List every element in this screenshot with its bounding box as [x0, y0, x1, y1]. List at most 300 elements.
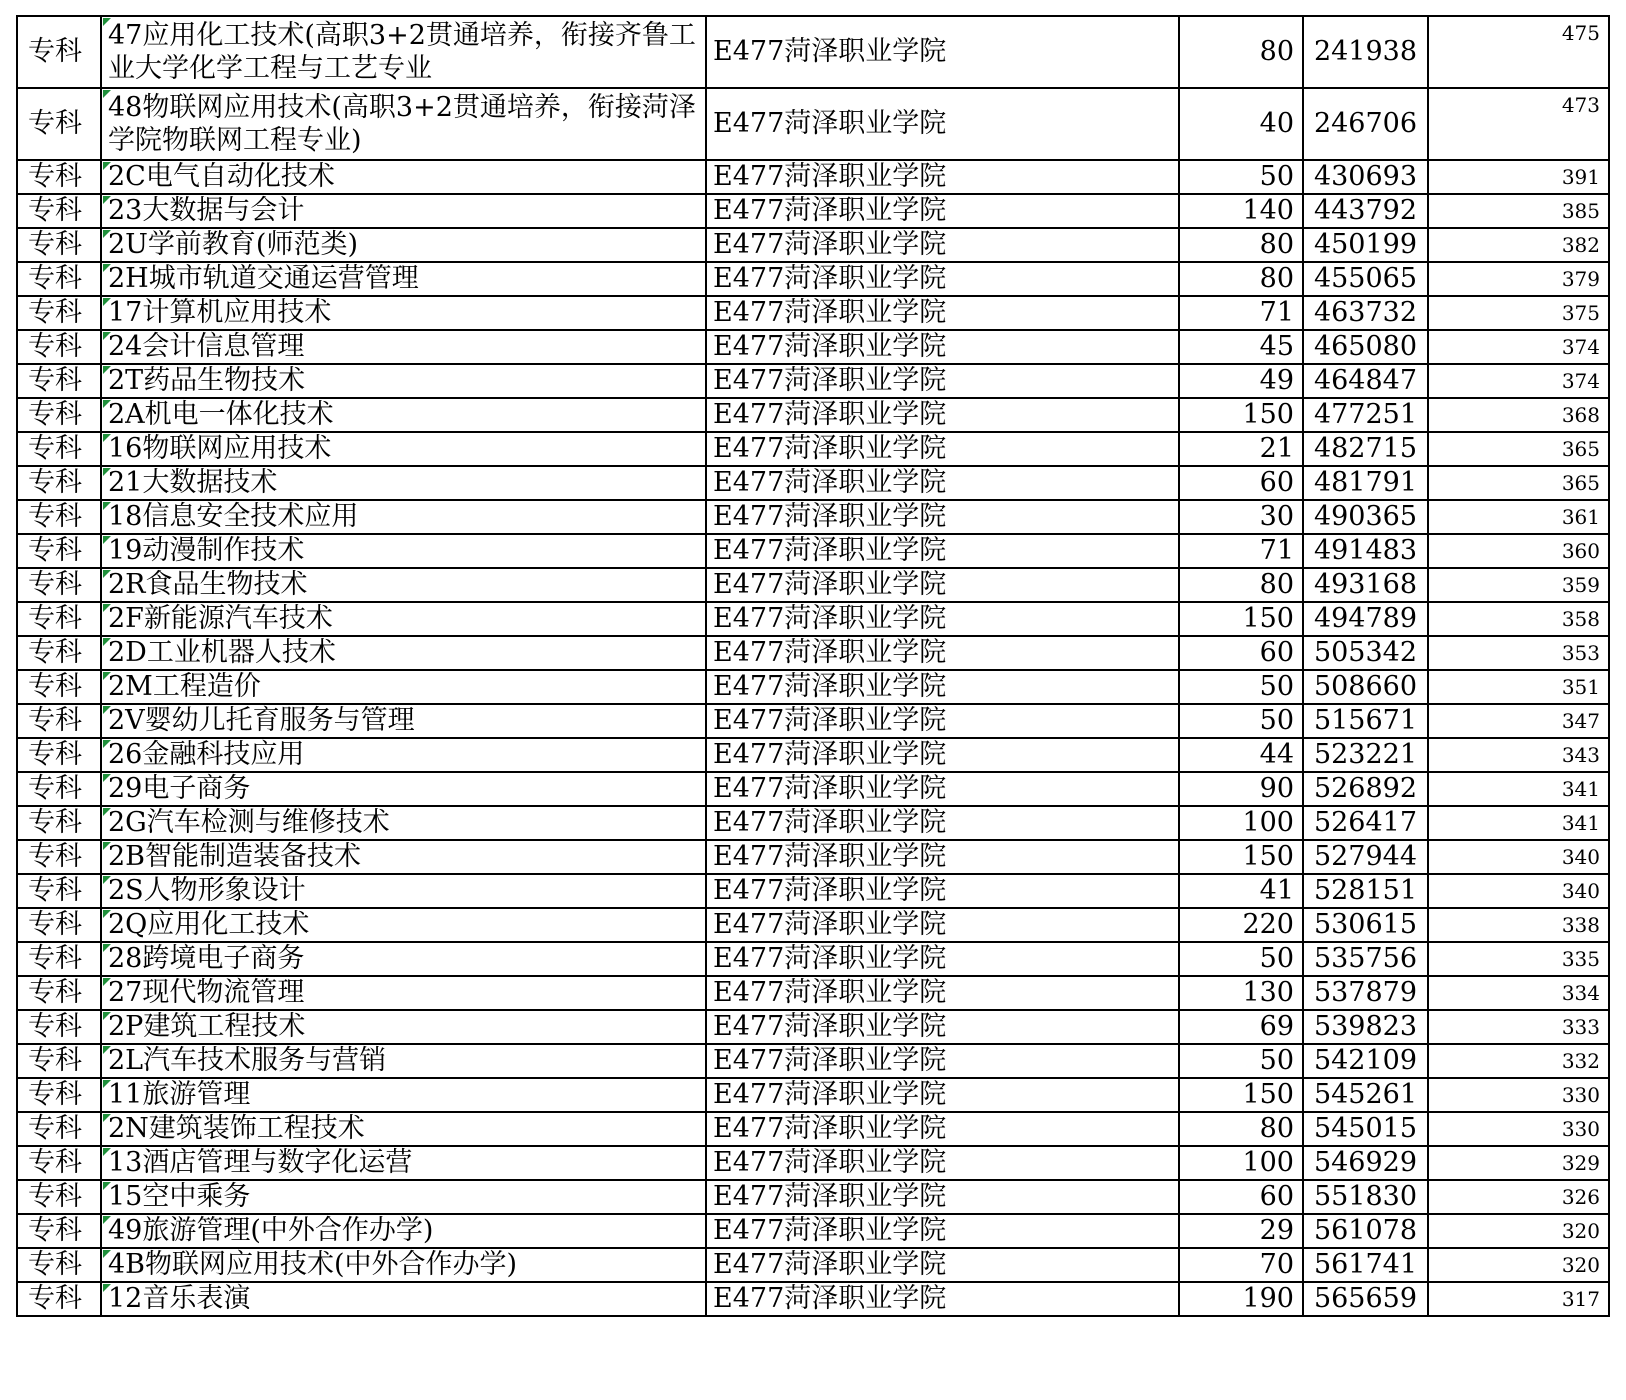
level-cell[interactable]: 专科: [17, 1180, 101, 1214]
major-cell[interactable]: [101, 908, 706, 942]
cell-note-indicator-icon: [103, 1114, 111, 1122]
table-row: [17, 534, 1609, 568]
major-cell[interactable]: [101, 194, 706, 228]
cell-note-indicator-icon: [103, 1012, 111, 1020]
plan-count-cell[interactable]: 220: [1179, 908, 1303, 942]
plan-count-cell[interactable]: 50: [1179, 670, 1303, 704]
cell-note-indicator-icon: [103, 468, 111, 476]
level-cell[interactable]: 专科: [17, 1044, 101, 1078]
major-name-text: 2F新能源汽车技术: [108, 603, 333, 634]
cell-note-indicator-icon: [103, 1148, 111, 1156]
min-score-cell[interactable]: 341: [1428, 772, 1609, 806]
min-rank-cell[interactable]: 537879: [1303, 976, 1428, 1010]
cell-note-indicator-icon: [103, 1046, 111, 1054]
school-cell[interactable]: E477菏泽职业学院: [706, 840, 1179, 874]
plan-count-cell[interactable]: 150: [1179, 398, 1303, 432]
min-rank-cell[interactable]: 481791: [1303, 466, 1428, 500]
cell-note-indicator-icon: [103, 1216, 111, 1224]
table-row: [17, 1044, 1609, 1078]
level-cell[interactable]: 专科: [17, 88, 101, 160]
school-cell[interactable]: E477菏泽职业学院: [706, 194, 1179, 228]
school-cell[interactable]: E477菏泽职业学院: [706, 228, 1179, 262]
level-cell[interactable]: 专科: [17, 636, 101, 670]
level-cell[interactable]: 专科: [17, 976, 101, 1010]
min-score-cell[interactable]: 332: [1428, 1044, 1609, 1078]
min-rank-cell[interactable]: 535756: [1303, 942, 1428, 976]
school-cell[interactable]: E477菏泽职业学院: [706, 908, 1179, 942]
min-rank-cell[interactable]: 493168: [1303, 568, 1428, 602]
school-cell[interactable]: E477菏泽职业学院: [706, 976, 1179, 1010]
min-score-cell[interactable]: 333: [1428, 1010, 1609, 1044]
plan-count-cell[interactable]: 50: [1179, 942, 1303, 976]
level-cell[interactable]: 专科: [17, 398, 101, 432]
min-score-cell[interactable]: 368: [1428, 398, 1609, 432]
major-name-text: 17计算机应用技术: [108, 297, 332, 328]
major-cell[interactable]: [101, 1214, 706, 1248]
school-cell[interactable]: E477菏泽职业学院: [706, 806, 1179, 840]
level-cell[interactable]: 专科: [17, 296, 101, 330]
major-name-text: 2T药品生物技术: [108, 365, 306, 396]
min-rank-cell[interactable]: 545015: [1303, 1112, 1428, 1146]
major-cell[interactable]: [101, 1146, 706, 1180]
cell-note-indicator-icon: [103, 18, 111, 26]
plan-count-cell[interactable]: 150: [1179, 602, 1303, 636]
min-rank-cell[interactable]: 561078: [1303, 1214, 1428, 1248]
plan-count-cell[interactable]: 45: [1179, 330, 1303, 364]
school-cell[interactable]: E477菏泽职业学院: [706, 874, 1179, 908]
school-cell[interactable]: E477菏泽职业学院: [706, 1010, 1179, 1044]
min-rank-cell[interactable]: 463732: [1303, 296, 1428, 330]
min-score-cell[interactable]: 317: [1428, 1282, 1609, 1316]
major-cell[interactable]: [101, 1010, 706, 1044]
major-name-text: 2C电气自动化技术: [108, 161, 335, 192]
major-name-text: 29电子商务: [108, 773, 251, 804]
min-score-cell[interactable]: 365: [1428, 432, 1609, 466]
school-cell[interactable]: E477菏泽职业学院: [706, 432, 1179, 466]
min-rank-cell[interactable]: 494789: [1303, 602, 1428, 636]
school-cell[interactable]: E477菏泽职业学院: [706, 330, 1179, 364]
table-row: [17, 1112, 1609, 1146]
min-score-cell[interactable]: 351: [1428, 670, 1609, 704]
school-cell[interactable]: E477菏泽职业学院: [706, 88, 1179, 160]
min-score-cell[interactable]: 374: [1428, 330, 1609, 364]
plan-count-cell[interactable]: 71: [1179, 534, 1303, 568]
cell-note-indicator-icon: [103, 1182, 111, 1190]
table-row: [17, 772, 1609, 806]
cell-note-indicator-icon: [103, 944, 111, 952]
major-cell[interactable]: [101, 534, 706, 568]
cell-note-indicator-icon: [103, 196, 111, 204]
min-score-cell[interactable]: 338: [1428, 908, 1609, 942]
major-cell[interactable]: [101, 840, 706, 874]
major-name-text: 12音乐表演: [108, 1283, 251, 1314]
min-rank-cell[interactable]: 545261: [1303, 1078, 1428, 1112]
level-cell[interactable]: 专科: [17, 500, 101, 534]
school-cell[interactable]: E477菏泽职业学院: [706, 16, 1179, 88]
school-cell[interactable]: E477菏泽职业学院: [706, 670, 1179, 704]
level-cell[interactable]: 专科: [17, 1248, 101, 1282]
major-name-text: 24会计信息管理: [108, 331, 305, 362]
major-cell[interactable]: [101, 88, 706, 160]
min-score-cell[interactable]: 382: [1428, 228, 1609, 262]
table-row: [17, 602, 1609, 636]
plan-count-cell[interactable]: 70: [1179, 1248, 1303, 1282]
min-rank-cell[interactable]: 565659: [1303, 1282, 1428, 1316]
level-cell[interactable]: 专科: [17, 432, 101, 466]
min-score-cell[interactable]: 360: [1428, 534, 1609, 568]
min-rank-cell[interactable]: 465080: [1303, 330, 1428, 364]
plan-count-cell[interactable]: 190: [1179, 1282, 1303, 1316]
min-rank-cell[interactable]: 450199: [1303, 228, 1428, 262]
cell-note-indicator-icon: [103, 740, 111, 748]
major-name-text: 15空中乘务: [108, 1181, 251, 1212]
min-score-cell[interactable]: 391: [1428, 160, 1609, 194]
school-cell[interactable]: E477菏泽职业学院: [706, 602, 1179, 636]
plan-count-cell[interactable]: 69: [1179, 1010, 1303, 1044]
major-name-text: 21大数据技术: [108, 467, 278, 498]
table-row: [17, 1248, 1609, 1282]
cell-note-indicator-icon: [103, 570, 111, 578]
table-row: [17, 500, 1609, 534]
major-name-text: 4B物联网应用技术(中外合作办学): [108, 1249, 518, 1280]
min-score-cell[interactable]: 330: [1428, 1078, 1609, 1112]
cell-note-indicator-icon: [103, 434, 111, 442]
min-rank-cell[interactable]: 561741: [1303, 1248, 1428, 1282]
min-rank-cell[interactable]: 546929: [1303, 1146, 1428, 1180]
min-rank-cell[interactable]: 482715: [1303, 432, 1428, 466]
table-row: [17, 364, 1609, 398]
min-rank-cell[interactable]: 527944: [1303, 840, 1428, 874]
major-cell[interactable]: [101, 262, 706, 296]
table-row: [17, 1214, 1609, 1248]
school-cell[interactable]: E477菏泽职业学院: [706, 534, 1179, 568]
major-name-text: 11旅游管理: [108, 1079, 251, 1110]
min-rank-cell[interactable]: 530615: [1303, 908, 1428, 942]
level-cell[interactable]: 专科: [17, 1078, 101, 1112]
level-cell[interactable]: 专科: [17, 194, 101, 228]
level-cell[interactable]: 专科: [17, 1010, 101, 1044]
min-rank-cell[interactable]: 542109: [1303, 1044, 1428, 1078]
major-cell[interactable]: [101, 1078, 706, 1112]
school-cell[interactable]: E477菏泽职业学院: [706, 636, 1179, 670]
cell-note-indicator-icon: [103, 90, 111, 98]
level-cell[interactable]: 专科: [17, 228, 101, 262]
cell-note-indicator-icon: [103, 400, 111, 408]
plan-count-cell[interactable]: 140: [1179, 194, 1303, 228]
level-cell[interactable]: 专科: [17, 1146, 101, 1180]
min-rank-cell[interactable]: 523221: [1303, 738, 1428, 772]
major-cell[interactable]: [101, 568, 706, 602]
school-cell[interactable]: E477菏泽职业学院: [706, 568, 1179, 602]
plan-count-cell[interactable]: 50: [1179, 704, 1303, 738]
school-cell[interactable]: E477菏泽职业学院: [706, 1146, 1179, 1180]
cell-note-indicator-icon: [103, 638, 111, 646]
table-row: [17, 840, 1609, 874]
level-cell[interactable]: 专科: [17, 602, 101, 636]
level-cell[interactable]: 专科: [17, 840, 101, 874]
school-cell[interactable]: E477菏泽职业学院: [706, 772, 1179, 806]
min-rank-cell[interactable]: 455065: [1303, 262, 1428, 296]
level-cell[interactable]: 专科: [17, 670, 101, 704]
major-name-text: 23大数据与会计: [108, 195, 305, 226]
plan-count-cell[interactable]: 44: [1179, 738, 1303, 772]
cell-note-indicator-icon: [103, 298, 111, 306]
cell-note-indicator-icon: [103, 774, 111, 782]
school-cell[interactable]: E477菏泽职业学院: [706, 1282, 1179, 1316]
plan-count-cell[interactable]: 60: [1179, 466, 1303, 500]
major-name-text: 2Q应用化工技术: [108, 909, 310, 940]
min-score-cell[interactable]: 353: [1428, 636, 1609, 670]
major-cell[interactable]: [101, 398, 706, 432]
level-cell[interactable]: 专科: [17, 16, 101, 88]
table-row: [17, 1146, 1609, 1180]
min-score-cell[interactable]: 329: [1428, 1146, 1609, 1180]
level-cell[interactable]: 专科: [17, 262, 101, 296]
cell-note-indicator-icon: [103, 230, 111, 238]
cell-note-indicator-icon: [103, 842, 111, 850]
major-name-text: 2R食品生物技术: [108, 569, 308, 600]
school-cell[interactable]: E477菏泽职业学院: [706, 1180, 1179, 1214]
min-rank-cell[interactable]: 246706: [1303, 88, 1428, 160]
school-cell[interactable]: E477菏泽职业学院: [706, 160, 1179, 194]
table-row: [17, 874, 1609, 908]
level-cell[interactable]: 专科: [17, 466, 101, 500]
major-name-text: 2V婴幼儿托育服务与管理: [108, 705, 415, 736]
plan-count-cell[interactable]: 29: [1179, 1214, 1303, 1248]
plan-count-cell[interactable]: 80: [1179, 16, 1303, 88]
major-name-text: 48物联网应用技术(高职3+2贯通培养，衔接菏泽学院物联网工程专业): [108, 92, 696, 156]
cell-note-indicator-icon: [103, 978, 111, 986]
plan-count-cell[interactable]: 60: [1179, 1180, 1303, 1214]
level-cell[interactable]: 专科: [17, 534, 101, 568]
major-name-text: 2S人物形象设计: [108, 875, 306, 906]
plan-count-cell[interactable]: 60: [1179, 636, 1303, 670]
plan-count-cell[interactable]: 80: [1179, 262, 1303, 296]
level-cell[interactable]: 专科: [17, 738, 101, 772]
major-cell[interactable]: [101, 636, 706, 670]
min-rank-cell[interactable]: 443792: [1303, 194, 1428, 228]
school-cell[interactable]: E477菏泽职业学院: [706, 738, 1179, 772]
level-cell[interactable]: 专科: [17, 942, 101, 976]
major-cell[interactable]: [101, 1282, 706, 1316]
min-score-cell[interactable]: 341: [1428, 806, 1609, 840]
min-score-cell[interactable]: 365: [1428, 466, 1609, 500]
school-cell[interactable]: E477菏泽职业学院: [706, 942, 1179, 976]
table-row: [17, 976, 1609, 1010]
major-name-text: 2L汽车技术服务与营销: [108, 1045, 387, 1076]
min-score-cell[interactable]: 361: [1428, 500, 1609, 534]
major-name-text: 13酒店管理与数字化运营: [108, 1147, 413, 1178]
plan-count-cell[interactable]: 80: [1179, 568, 1303, 602]
table-row: [17, 432, 1609, 466]
level-cell[interactable]: 专科: [17, 568, 101, 602]
min-score-cell[interactable]: 330: [1428, 1112, 1609, 1146]
school-cell[interactable]: E477菏泽职业学院: [706, 398, 1179, 432]
min-rank-cell[interactable]: 515671: [1303, 704, 1428, 738]
admission-table: [16, 15, 1610, 1317]
plan-count-cell[interactable]: 80: [1179, 228, 1303, 262]
plan-count-cell[interactable]: 130: [1179, 976, 1303, 1010]
min-score-cell[interactable]: 385: [1428, 194, 1609, 228]
level-cell[interactable]: 专科: [17, 772, 101, 806]
major-name-text: 2D工业机器人技术: [108, 637, 336, 668]
level-cell[interactable]: 专科: [17, 806, 101, 840]
min-score-cell[interactable]: 326: [1428, 1180, 1609, 1214]
major-name-text: 26金融科技应用: [108, 739, 305, 770]
min-rank-cell[interactable]: 241938: [1303, 16, 1428, 88]
level-cell[interactable]: 专科: [17, 874, 101, 908]
min-score-cell[interactable]: 475: [1428, 16, 1609, 88]
major-cell[interactable]: [101, 976, 706, 1010]
plan-count-cell[interactable]: 49: [1179, 364, 1303, 398]
major-cell[interactable]: [101, 228, 706, 262]
major-cell[interactable]: [101, 738, 706, 772]
major-cell[interactable]: [101, 1112, 706, 1146]
min-rank-cell[interactable]: 526417: [1303, 806, 1428, 840]
school-cell[interactable]: E477菏泽职业学院: [706, 704, 1179, 738]
table-row: [17, 88, 1609, 160]
major-cell[interactable]: [101, 602, 706, 636]
min-rank-cell[interactable]: 430693: [1303, 160, 1428, 194]
school-cell[interactable]: E477菏泽职业学院: [706, 262, 1179, 296]
min-score-cell[interactable]: 335: [1428, 942, 1609, 976]
min-score-cell[interactable]: 340: [1428, 874, 1609, 908]
table-row: [17, 16, 1609, 88]
table-row: [17, 466, 1609, 500]
school-cell[interactable]: E477菏泽职业学院: [706, 364, 1179, 398]
plan-count-cell[interactable]: 100: [1179, 806, 1303, 840]
major-cell[interactable]: [101, 330, 706, 364]
major-cell[interactable]: [101, 1180, 706, 1214]
min-rank-cell[interactable]: 464847: [1303, 364, 1428, 398]
major-cell[interactable]: [101, 466, 706, 500]
min-rank-cell[interactable]: 490365: [1303, 500, 1428, 534]
school-cell[interactable]: E477菏泽职业学院: [706, 500, 1179, 534]
major-name-text: 2H城市轨道交通运营管理: [108, 263, 419, 294]
major-cell[interactable]: [101, 16, 706, 88]
min-rank-cell[interactable]: 526892: [1303, 772, 1428, 806]
major-cell[interactable]: [101, 364, 706, 398]
min-rank-cell[interactable]: 491483: [1303, 534, 1428, 568]
plan-count-cell[interactable]: 50: [1179, 160, 1303, 194]
major-cell[interactable]: [101, 1044, 706, 1078]
major-cell[interactable]: [101, 432, 706, 466]
school-cell[interactable]: E477菏泽职业学院: [706, 296, 1179, 330]
cell-note-indicator-icon: [103, 264, 111, 272]
level-cell[interactable]: 专科: [17, 1282, 101, 1316]
min-rank-cell[interactable]: 505342: [1303, 636, 1428, 670]
min-rank-cell[interactable]: 539823: [1303, 1010, 1428, 1044]
cell-note-indicator-icon: [103, 706, 111, 714]
level-cell[interactable]: 专科: [17, 908, 101, 942]
major-cell[interactable]: [101, 874, 706, 908]
min-score-cell[interactable]: 343: [1428, 738, 1609, 772]
major-cell[interactable]: [101, 670, 706, 704]
plan-count-cell[interactable]: 90: [1179, 772, 1303, 806]
min-score-cell[interactable]: 374: [1428, 364, 1609, 398]
plan-count-cell[interactable]: 21: [1179, 432, 1303, 466]
plan-count-cell[interactable]: 30: [1179, 500, 1303, 534]
plan-count-cell[interactable]: 150: [1179, 840, 1303, 874]
level-cell[interactable]: 专科: [17, 160, 101, 194]
major-name-text: 2U学前教育(师范类): [108, 229, 359, 260]
plan-count-cell[interactable]: 41: [1179, 874, 1303, 908]
school-cell[interactable]: E477菏泽职业学院: [706, 1214, 1179, 1248]
level-cell[interactable]: 专科: [17, 1214, 101, 1248]
table-row: [17, 704, 1609, 738]
min-score-cell[interactable]: 320: [1428, 1214, 1609, 1248]
level-cell[interactable]: 专科: [17, 364, 101, 398]
major-cell[interactable]: [101, 942, 706, 976]
major-cell[interactable]: [101, 772, 706, 806]
major-name-text: 27现代物流管理: [108, 977, 305, 1008]
cell-note-indicator-icon: [103, 808, 111, 816]
school-cell[interactable]: E477菏泽职业学院: [706, 1078, 1179, 1112]
school-cell[interactable]: E477菏泽职业学院: [706, 1248, 1179, 1282]
table-row: [17, 330, 1609, 364]
table-row: [17, 806, 1609, 840]
table-row: [17, 296, 1609, 330]
min-score-cell[interactable]: 334: [1428, 976, 1609, 1010]
major-name-text: 2G汽车检测与维修技术: [108, 807, 390, 838]
major-cell[interactable]: [101, 296, 706, 330]
table-body: [17, 16, 1609, 1316]
school-cell[interactable]: E477菏泽职业学院: [706, 1044, 1179, 1078]
school-cell[interactable]: E477菏泽职业学院: [706, 466, 1179, 500]
plan-count-cell[interactable]: 40: [1179, 88, 1303, 160]
min-rank-cell[interactable]: 508660: [1303, 670, 1428, 704]
major-name-text: 2M工程造价: [108, 671, 261, 702]
cell-note-indicator-icon: [103, 536, 111, 544]
plan-count-cell[interactable]: 50: [1179, 1044, 1303, 1078]
major-cell[interactable]: [101, 1248, 706, 1282]
min-rank-cell[interactable]: 477251: [1303, 398, 1428, 432]
table-row: [17, 942, 1609, 976]
min-score-cell[interactable]: 340: [1428, 840, 1609, 874]
plan-count-cell[interactable]: 80: [1179, 1112, 1303, 1146]
level-cell[interactable]: 专科: [17, 1112, 101, 1146]
table-row: [17, 194, 1609, 228]
cell-note-indicator-icon: [103, 1250, 111, 1258]
min-score-cell[interactable]: 359: [1428, 568, 1609, 602]
min-score-cell[interactable]: 375: [1428, 296, 1609, 330]
plan-count-cell[interactable]: 71: [1179, 296, 1303, 330]
min-rank-cell[interactable]: 551830: [1303, 1180, 1428, 1214]
table-row: [17, 738, 1609, 772]
min-score-cell[interactable]: 347: [1428, 704, 1609, 738]
cell-note-indicator-icon: [103, 162, 111, 170]
min-score-cell[interactable]: 473: [1428, 88, 1609, 160]
school-cell[interactable]: E477菏泽职业学院: [706, 1112, 1179, 1146]
level-cell[interactable]: 专科: [17, 704, 101, 738]
major-cell[interactable]: [101, 500, 706, 534]
table-row: [17, 228, 1609, 262]
major-name-text: 28跨境电子商务: [108, 943, 305, 974]
table-row: [17, 568, 1609, 602]
major-cell[interactable]: [101, 806, 706, 840]
min-score-cell[interactable]: 358: [1428, 602, 1609, 636]
cell-note-indicator-icon: [103, 1080, 111, 1088]
level-cell[interactable]: 专科: [17, 330, 101, 364]
major-cell[interactable]: [101, 704, 706, 738]
min-score-cell[interactable]: 379: [1428, 262, 1609, 296]
plan-count-cell[interactable]: 100: [1179, 1146, 1303, 1180]
major-cell[interactable]: [101, 160, 706, 194]
plan-count-cell[interactable]: 150: [1179, 1078, 1303, 1112]
min-rank-cell[interactable]: 528151: [1303, 874, 1428, 908]
min-score-cell[interactable]: 320: [1428, 1248, 1609, 1282]
major-name-text: 2N建筑装饰工程技术: [108, 1113, 365, 1144]
